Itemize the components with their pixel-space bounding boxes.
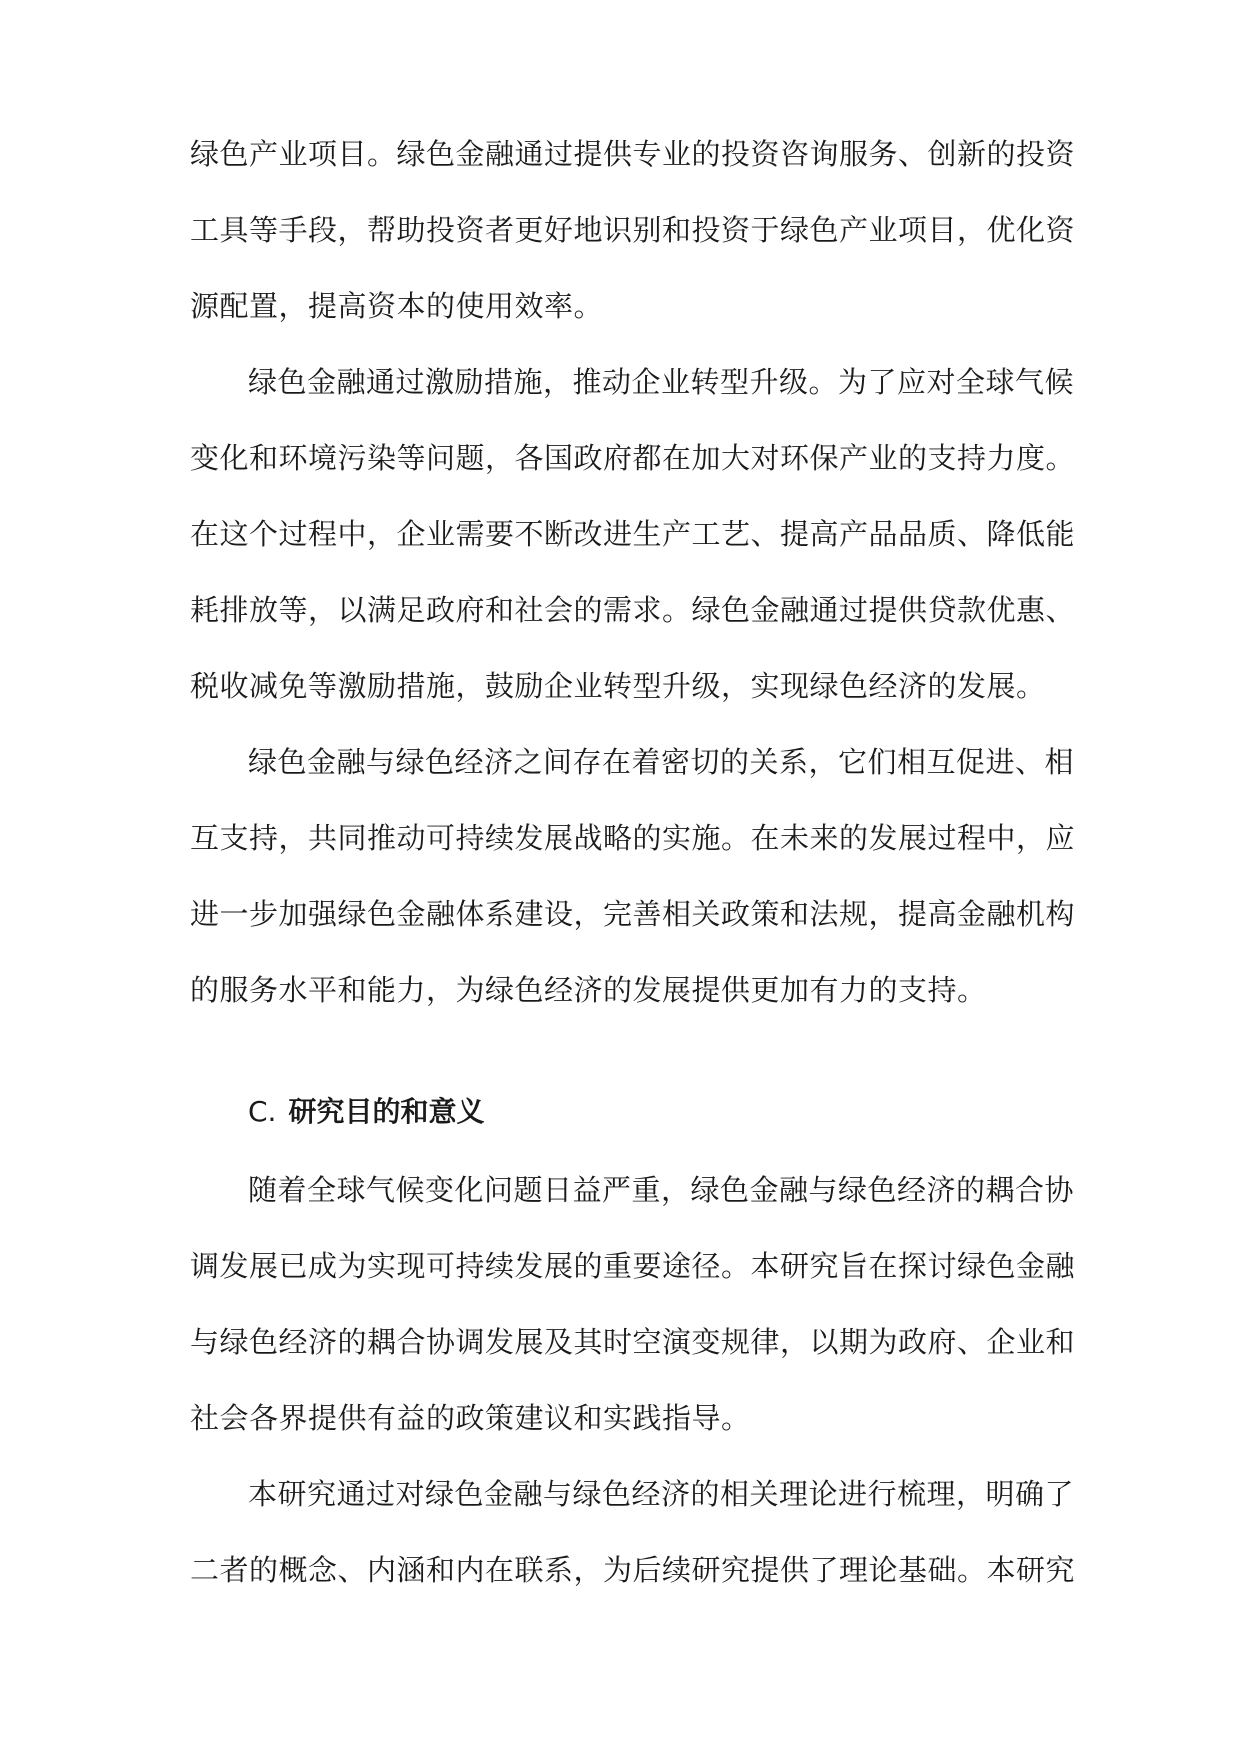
paragraph-2-line-4: 耗排放等，以满足政府和社会的需求。绿色金融通过提供贷款优惠、 (190, 593, 1076, 627)
paragraph-2-line-1: 绿色金融通过激励措施，推动企业转型升级。为了应对全球气候 (248, 365, 1075, 399)
paragraph-3-line-2: 互支持，共同推动可持续发展战略的实施。在未来的发展过程中，应 (190, 821, 1076, 855)
paragraph-1-line-1: 绿色产业项目。绿色金融通过提供专业的投资咨询服务、创新的投资 (190, 137, 1076, 171)
paragraph-1-line-3: 源配置，提高资本的使用效率。 (190, 289, 604, 323)
section-paragraph-1-line-3: 与绿色经济的耦合协调发展及其时空演变规律，以期为政府、企业和 (190, 1325, 1076, 1359)
section-title: 研究目的和意义 (288, 1095, 485, 1128)
paragraph-1-line-2: 工具等手段，帮助投资者更好地识别和投资于绿色产业项目，优化资 (190, 213, 1076, 247)
paragraph-2-line-3: 在这个过程中，企业需要不断改进生产工艺、提高产品品质、降低能 (190, 517, 1076, 551)
section-paragraph-1-line-4: 社会各界提供有益的政策建议和实践指导。 (190, 1401, 751, 1435)
section-heading (248, 1092, 484, 1132)
section-paragraph-2-line-1: 本研究通过对绿色金融与绿色经济的相关理论进行梳理，明确了 (248, 1477, 1075, 1511)
paragraph-2-line-2: 变化和环境污染等问题，各国政府都在加大对环保产业的支持力度。 (190, 441, 1076, 475)
section-paragraph-1-line-2: 调发展已成为实现可持续发展的重要途径。本研究旨在探讨绿色金融 (190, 1249, 1076, 1283)
paragraph-3-line-1: 绿色金融与绿色经济之间存在着密切的关系，它们相互促进、相 (248, 745, 1075, 779)
paragraph-3-line-4: 的服务水平和能力，为绿色经济的发展提供更加有力的支持。 (190, 973, 987, 1007)
paragraph-2-line-5: 税收减免等激励措施，鼓励企业转型升级，实现绿色经济的发展。 (190, 669, 1046, 703)
section-paragraph-1-line-1: 随着全球气候变化问题日益严重，绿色金融与绿色经济的耦合协 (248, 1173, 1075, 1207)
section-paragraph-2-line-2: 二者的概念、内涵和内在联系，为后续研究提供了理论基础。本研究 (190, 1553, 1076, 1587)
paragraph-3-line-3: 进一步加强绿色金融体系建设，完善相关政策和法规，提高金融机构 (190, 897, 1076, 931)
section-label: C. (248, 1095, 277, 1128)
